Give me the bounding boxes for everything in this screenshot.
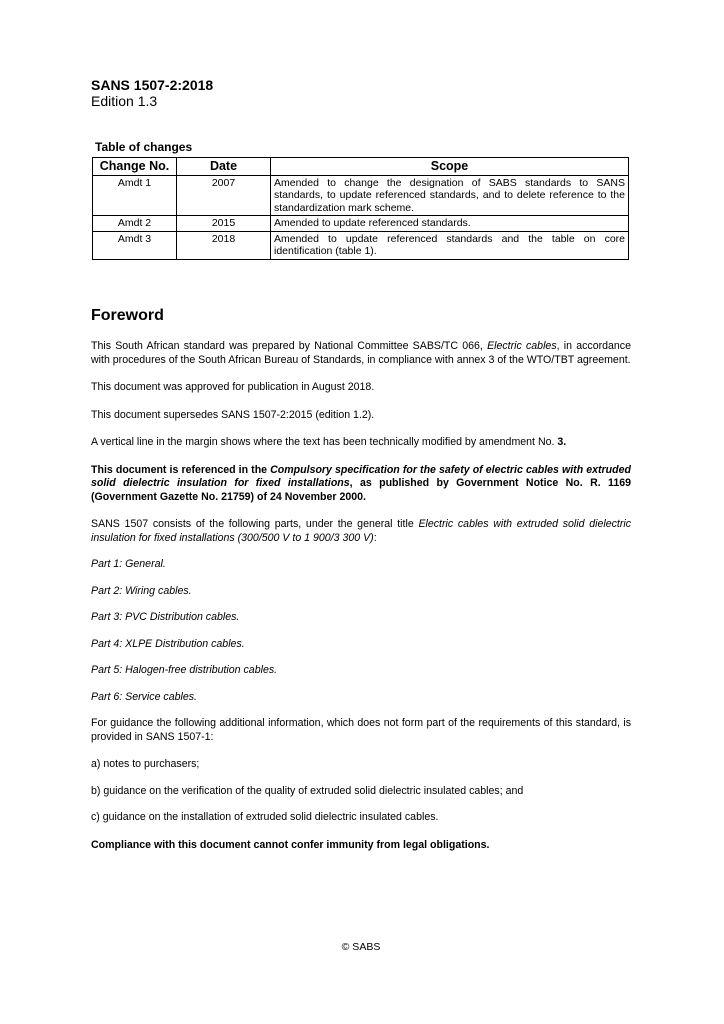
part-item: Part 4: XLPE Distribution cables. xyxy=(91,637,245,650)
supersedes-paragraph: This document supersedes SANS 1507-2:2015 (edition 1.2). xyxy=(91,408,375,421)
part-item: Part 6: Service cables. xyxy=(91,690,197,703)
change-no-cell: Amdt 2 xyxy=(93,216,177,232)
date-cell: 2015 xyxy=(177,216,271,232)
table-of-changes-title: Table of changes xyxy=(95,140,193,154)
copyright-footer: © SABS xyxy=(341,941,381,953)
list-item: c) guidance on the installation of extruded solid dielectric insulated cables. xyxy=(91,811,439,823)
amendment-note-paragraph: A vertical line in the margin shows where the text has been technically modified by amendment No. 3. xyxy=(91,436,567,448)
guidance-paragraph: For guidance the following additional information, which does not form part of the requirements of this standard, is provided in SANS 1507-1: xyxy=(91,717,631,743)
part-item: Part 5: Halogen-free distribution cables. xyxy=(91,664,278,676)
foreword-heading: Foreword xyxy=(91,307,164,324)
table-row xyxy=(93,231,629,259)
compulsory-spec-paragraph: This document is referenced in the Compulsory specification for the safety of electric cables with extruded solid dielectric insulation for fixed installations, as published by Government Notice No. R. 1169 (Government Gazette No. 21759) of 24 November 2000. xyxy=(91,463,631,503)
part-item: Part 1: General. xyxy=(91,558,166,570)
column-header-scope: Scope xyxy=(271,158,629,176)
compliance-notice: Compliance with this document cannot confer immunity from legal obligations. xyxy=(91,838,490,851)
date-cell: 2007 xyxy=(177,175,271,216)
table-row xyxy=(93,216,629,232)
change-no-cell: Amdt 1 xyxy=(93,175,177,216)
parts-intro-paragraph: SANS 1507 consists of the following parts, under the general title Electric cables with extruded solid dielectric insulation for fixed installations (300/500 V to 1 900/3 300 V): xyxy=(91,518,631,544)
list-item: a) notes to purchasers; xyxy=(91,758,200,770)
table-of-changes xyxy=(92,157,629,260)
list-item: b) guidance on the verification of the quality of extruded solid dielectric insulated cables; and xyxy=(91,784,524,797)
column-header-change-no: Change No. xyxy=(93,158,177,176)
foreword-body xyxy=(91,340,631,866)
table-header-row xyxy=(93,158,629,176)
part-item: Part 3: PVC Distribution cables. xyxy=(91,611,240,623)
foreword-paragraph: This South African standard was prepared by National Committee SABS/TC 066, Electric cables, in accordance with procedures of the South African Bureau of Standards, in compliance with annex 3 of the WTO/TBT agreement. xyxy=(91,340,631,366)
scope-cell: Amended to update referenced standards and the table on core identification (table 1). xyxy=(271,231,629,259)
part-item: Part 2: Wiring cables. xyxy=(91,584,192,597)
edition: Edition 1.3 xyxy=(91,93,158,109)
date-cell: 2018 xyxy=(177,231,271,259)
standard-id: SANS 1507-2:2018 xyxy=(91,77,214,93)
scope-cell: Amended to update referenced standards. xyxy=(271,216,629,232)
scope-cell: Amended to change the designation of SABS standards to SANS standards, to update referenced standards, and to delete reference to the standardization mark scheme. xyxy=(271,175,629,216)
table-row xyxy=(93,175,629,216)
change-no-cell: Amdt 3 xyxy=(93,231,177,259)
column-header-date: Date xyxy=(177,158,271,176)
approval-paragraph: This document was approved for publication in August 2018. xyxy=(91,381,375,393)
